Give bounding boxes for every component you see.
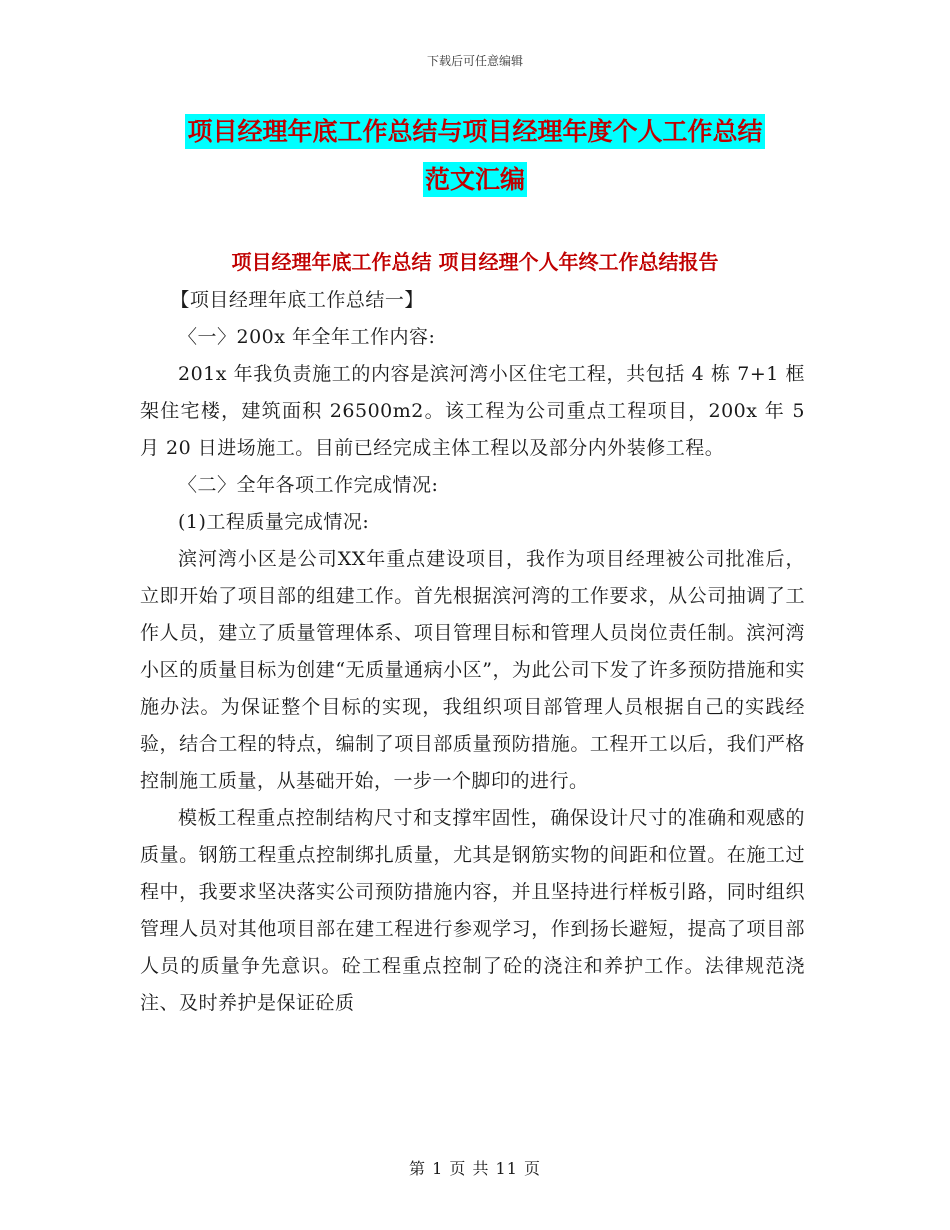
page-number: 第 1 页 共 11 页 — [409, 1159, 541, 1178]
title-line-1: 项目经理年底工作总结与项目经理年度个人工作总结 — [185, 114, 764, 149]
subsection-heading: 〈二〉全年各项工作完成情况: — [178, 474, 439, 496]
subsection-heading: 〈一〉200x 年全年工作内容: — [178, 326, 436, 348]
paragraph: 模板工程重点控制结构尺寸和支撑牢固性，确保设计尺寸的准确和观感的质量。钢筋工程重点控制绑扎质量，尤其是钢筋实物的间距和位置。在施工过程中，我要求坚决落实公司预防措施内容，并且坚持进行样板引路，同时组织管理人员对其他项目部在建工程进行参观学习，作到扬长避短，提高了项目部人员的质量争先意识。砼工程重点控制了砼的浇注和养护工作。法律规范浇注、及时养护是保证砼质 — [140, 807, 805, 1014]
section-heading: 【项目经理年底工作总结一】 — [170, 289, 424, 311]
document-subtitle: 项目经理年底工作总结 项目经理个人年终工作总结报告 — [231, 250, 719, 274]
item-heading: (1)工程质量完成情况: — [178, 511, 370, 533]
document-title — [0, 108, 950, 204]
paragraph: 201x 年我负责施工的内容是滨河湾小区住宅工程，共包括 4 栋 7+1 框架住宅楼，建筑面积 26500m2。该工程为公司重点工程项目，200x 年 5 月 20 日进场施工。目前已经完成主体工程以及部分内外装修工程。 — [140, 363, 805, 459]
page-header-note: 下载后可任意编辑 — [426, 54, 523, 68]
paragraph: 滨河湾小区是公司XX年重点建设项目，我作为项目经理被公司批准后，立即开始了项目部的组建工作。首先根据滨河湾的工作要求，从公司抽调了工作人员，建立了质量管理体系、项目管理目标和管理人员岗位责任制。滨河湾小区的质量目标为创建“无质量通病小区”，为此公司下发了许多预防措施和实施办法。为保证整个目标的实现，我组织项目部管理人员根据自己的实践经验，结合工程的特点，编制了项目部质量预防措施。工程开工以后，我们严格控制施工质量，从基础开始，一步一个脚印的进行。 — [140, 548, 805, 792]
document-body — [140, 282, 805, 1022]
title-line-2: 范文汇编 — [423, 162, 527, 197]
